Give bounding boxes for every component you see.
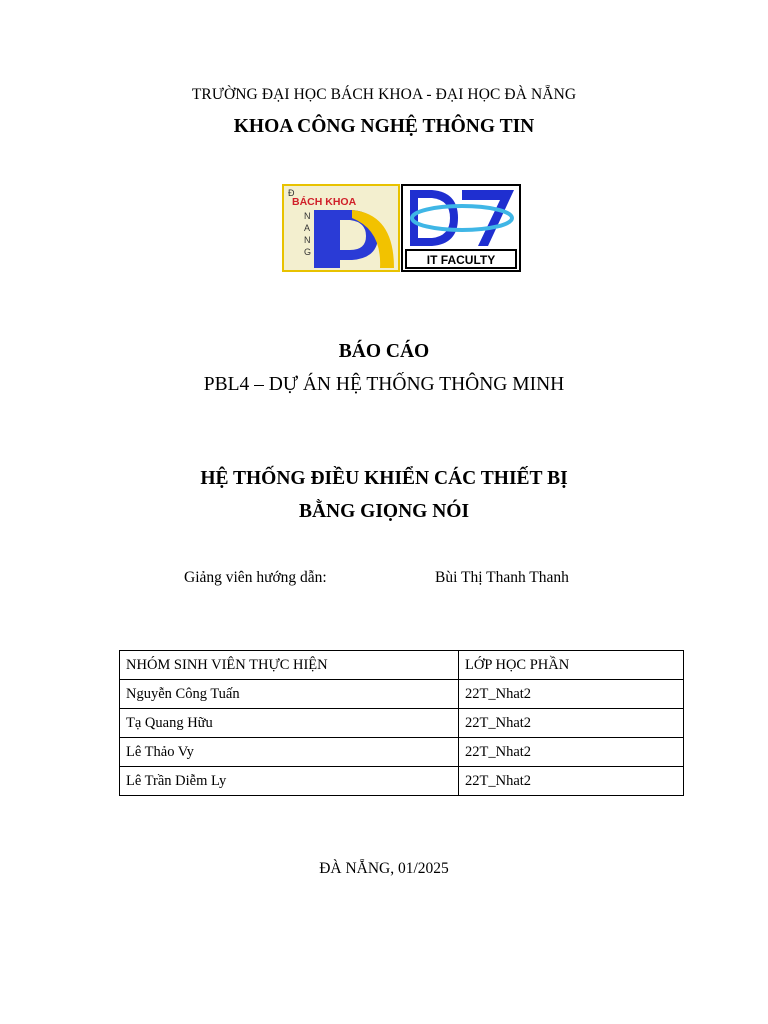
- project-title-line-2: BẰNG GIỌNG NÓI: [298, 501, 470, 522]
- student-name: Lê Thảo Vy: [120, 738, 459, 767]
- student-name: Lê Trần Diễm Ly: [120, 767, 459, 796]
- it-logo-d-inner: [418, 198, 450, 238]
- advisor-name: Bùi Thị Thanh Thanh: [435, 569, 569, 586]
- table-row: [120, 709, 684, 738]
- it-faculty-logo-text: IT FACULTY: [426, 253, 496, 267]
- student-name: Tạ Quang Hữu: [120, 709, 459, 738]
- logo-side-letter: N: [304, 235, 311, 245]
- university-name: TRƯỜNG ĐẠI HỌC BÁCH KHOA - ĐẠI HỌC ĐÀ NẴNG: [191, 86, 577, 103]
- bach-khoa-logo: [283, 185, 399, 271]
- logo-side-letter: G: [304, 247, 312, 257]
- student-name: Nguyễn Công Tuấn: [120, 680, 459, 709]
- column-header: NHÓM SINH VIÊN THỰC HIỆN: [120, 651, 459, 680]
- logo-side-letter: Đ: [288, 188, 295, 198]
- class-code: 22T_Nhat2: [459, 680, 684, 709]
- place-and-date: ĐÀ NẴNG, 01/2025: [319, 860, 449, 877]
- class-code: 22T_Nhat2: [459, 738, 684, 767]
- column-header: LỚP HỌC PHẦN: [459, 651, 684, 680]
- it-faculty-logo: [402, 185, 520, 271]
- bach-khoa-logo-text: BÁCH KHOA: [292, 196, 357, 208]
- logo-side-letter: A: [304, 223, 311, 233]
- logos: [282, 184, 522, 273]
- table-row: [120, 680, 684, 709]
- course-name: PBL4 – DỰ ÁN HỆ THỐNG THÔNG MINH: [203, 374, 565, 395]
- table-row: [120, 767, 684, 796]
- table-header-row: [120, 651, 684, 680]
- class-code: 22T_Nhat2: [459, 709, 684, 738]
- advisor-label: Giảng viên hướng dẫn:: [184, 569, 327, 586]
- members-table: [119, 650, 684, 796]
- report-label: BÁO CÁO: [338, 341, 430, 362]
- logo-side-letter: N: [304, 211, 311, 221]
- faculty-name: KHOA CÔNG NGHỆ THÔNG TIN: [233, 116, 535, 137]
- table-row: [120, 738, 684, 767]
- class-code: 22T_Nhat2: [459, 767, 684, 796]
- project-title-line-1: HỆ THỐNG ĐIỀU KHIỂN CÁC THIẾT BỊ: [200, 468, 568, 489]
